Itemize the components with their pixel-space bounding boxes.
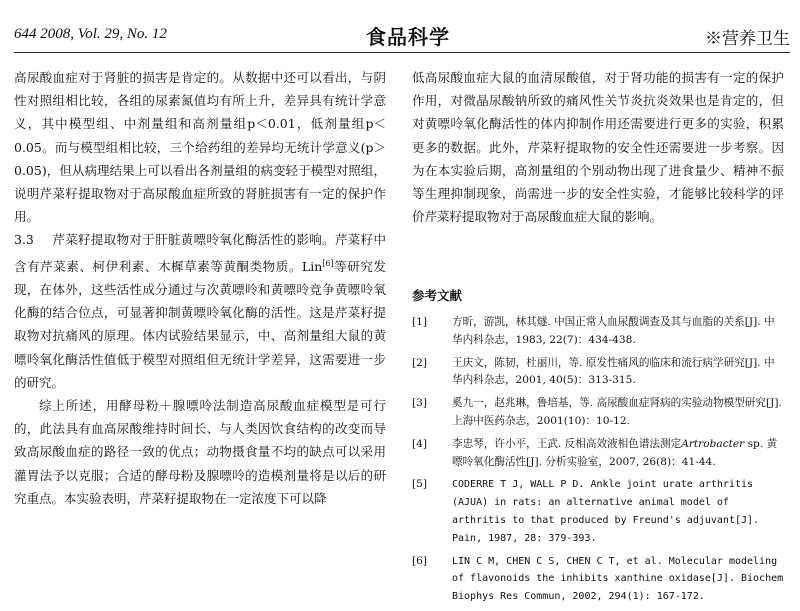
paragraph-kidney: 高尿酸血症对于肾脏的损害是肯定的。从数据中还可以看出，与阴性对照组相比较，各组的尿素氮值均有所上升，差异具有统计学意义，其中模型组、中剂量组和高剂量组p＜0.01，低剂量组p＜0.05。而与模型组相比较，三个给药组的差异均无统计学意义(p＞0.05)，但从病理结果上可以看出各剂量组的病变轻于模型对照组，说明芹菜籽提取物对于高尿酸血症所致的肾脏损害有一定的保护作用。 bbox=[14, 70, 386, 225]
reference-item bbox=[412, 436, 784, 472]
reference-text-part: sp. 黄嘌呤氧化酶活性[J]. 分析实验室，2007, 26(8)：41-44. bbox=[452, 437, 778, 468]
header-rule bbox=[14, 52, 790, 53]
reference-number: [5] bbox=[412, 478, 428, 491]
reference-text: CODERRE T J, WALL P D. Ankle joint urate arthritis (AJUA) in rats: an alternative animal model of arthritis to that produced by Freund's adjuvant[J]. Pain, 1987, 28: 379-393. bbox=[452, 479, 760, 544]
references-list bbox=[412, 314, 784, 611]
reference-item bbox=[412, 395, 784, 431]
reference-item bbox=[412, 314, 784, 350]
paragraph-section-3-3 bbox=[14, 228, 386, 394]
reference-number: [4] bbox=[412, 437, 428, 450]
reference-item bbox=[412, 476, 784, 547]
species-name: Artrobacter bbox=[681, 437, 745, 450]
reference-item bbox=[412, 553, 784, 606]
reference-text: 王庆文，陈韧，杜丽川，等. 原发性痛风的临床和流行病学研究[J]. 中华内科杂志，2001, 40(5)：313-315. bbox=[452, 356, 775, 387]
reference-number: [3] bbox=[412, 397, 428, 410]
reference-item bbox=[412, 355, 784, 391]
section-text-a: 芹菜籽提取物对于肝脏黄嘌呤氧化酶活性的影响。芹菜籽中含有芹菜素、柯伊利素、木樨草素等黄酮类物质。Lin bbox=[14, 232, 386, 274]
journal-title: 食品科学 bbox=[366, 25, 450, 49]
section-number: 3.3 bbox=[14, 232, 34, 248]
reference-number: [2] bbox=[412, 356, 428, 369]
section-label: ※营养卫生 bbox=[705, 29, 790, 49]
paragraph-conclusion: 综上所述，用酵母粉＋腺嘌呤法制造高尿酸血症模型是可行的，此法具有血高尿酸维持时间长、与人类因饮食结构的改变而导致高尿酸血症的路径一致的优点；动物摄食量不均的缺点可以采用灌胃法予以克服；合适的酵母粉及腺嘌呤的造模剂量将是以后的研究重点。本实验表明，芹菜籽提取物在一定浓度下可以降 bbox=[14, 398, 386, 506]
reference-text-part: 李忠琴，许小平，王武. 反相高效液相色谱法测定 bbox=[452, 437, 682, 450]
reference-text: 方昕，游凯，林其燧. 中国正常人血尿酸调查及其与血脂的关系[J]. 中华内科杂志，1983, 22(7)：434-438. bbox=[452, 316, 775, 346]
reference-text: LIN C M, CHEN C S, CHEN C T, et al. Molecular modeling of flavonoids the inhibits xanthine oxidase[J]. Biochem Biophys Res Commun, 2002, 294(1): 167-172. bbox=[452, 555, 784, 603]
reference-text: 奚九一，赵兆琳，鲁培基，等. 高尿酸血症肾病的实验动物模型研究[J]. 上海中医药杂志，2001(10)：10-12. bbox=[452, 397, 782, 427]
paragraph-conclusion-cont: 低高尿酸血症大鼠的血清尿酸值，对于肾功能的损害有一定的保护作用，对微晶尿酸钠所致的痛风性关节炎抗炎效果也是肯定的，但对黄嘌呤氧化酶活性的体内抑制作用还需要进行更多的实验，积累更多的数据。此外，芹菜籽提取物的安全性还需要进一步考察。因为在本实验后期，高剂量组的个别动物出现了进食量少、精神不振等生理抑制现象，尚需进一步的安全性实验，才能够比较科学的评价芹菜籽提取物对于高尿酸血症大鼠的影响。 bbox=[412, 70, 784, 225]
citation-ref: [6] bbox=[322, 258, 334, 268]
section-text-b: 等研究发现，在体外，这些活性成分通过与次黄嘌呤和黄嘌呤竞争黄嘌呤氧化酶的结合位点，可显著抑制黄嘌呤氧化酶的活性。这是芹菜籽提取物对抗痛风的原理。体内试验结果显示，中、高剂量组大鼠的黄嘌呤氧化酶活性值低于模型对照组但无统计学差异，这需要进一步的研究。 bbox=[14, 258, 386, 390]
references-heading: 参考文献 bbox=[412, 288, 463, 303]
reference-text bbox=[452, 438, 777, 468]
page-number-volume: 644 2008, Vol. 29, No. 12 bbox=[14, 26, 167, 42]
right-column bbox=[412, 66, 784, 228]
reference-number: [1] bbox=[412, 316, 428, 328]
left-column bbox=[14, 66, 386, 510]
page-header bbox=[14, 20, 790, 48]
reference-number: [6] bbox=[412, 554, 428, 567]
